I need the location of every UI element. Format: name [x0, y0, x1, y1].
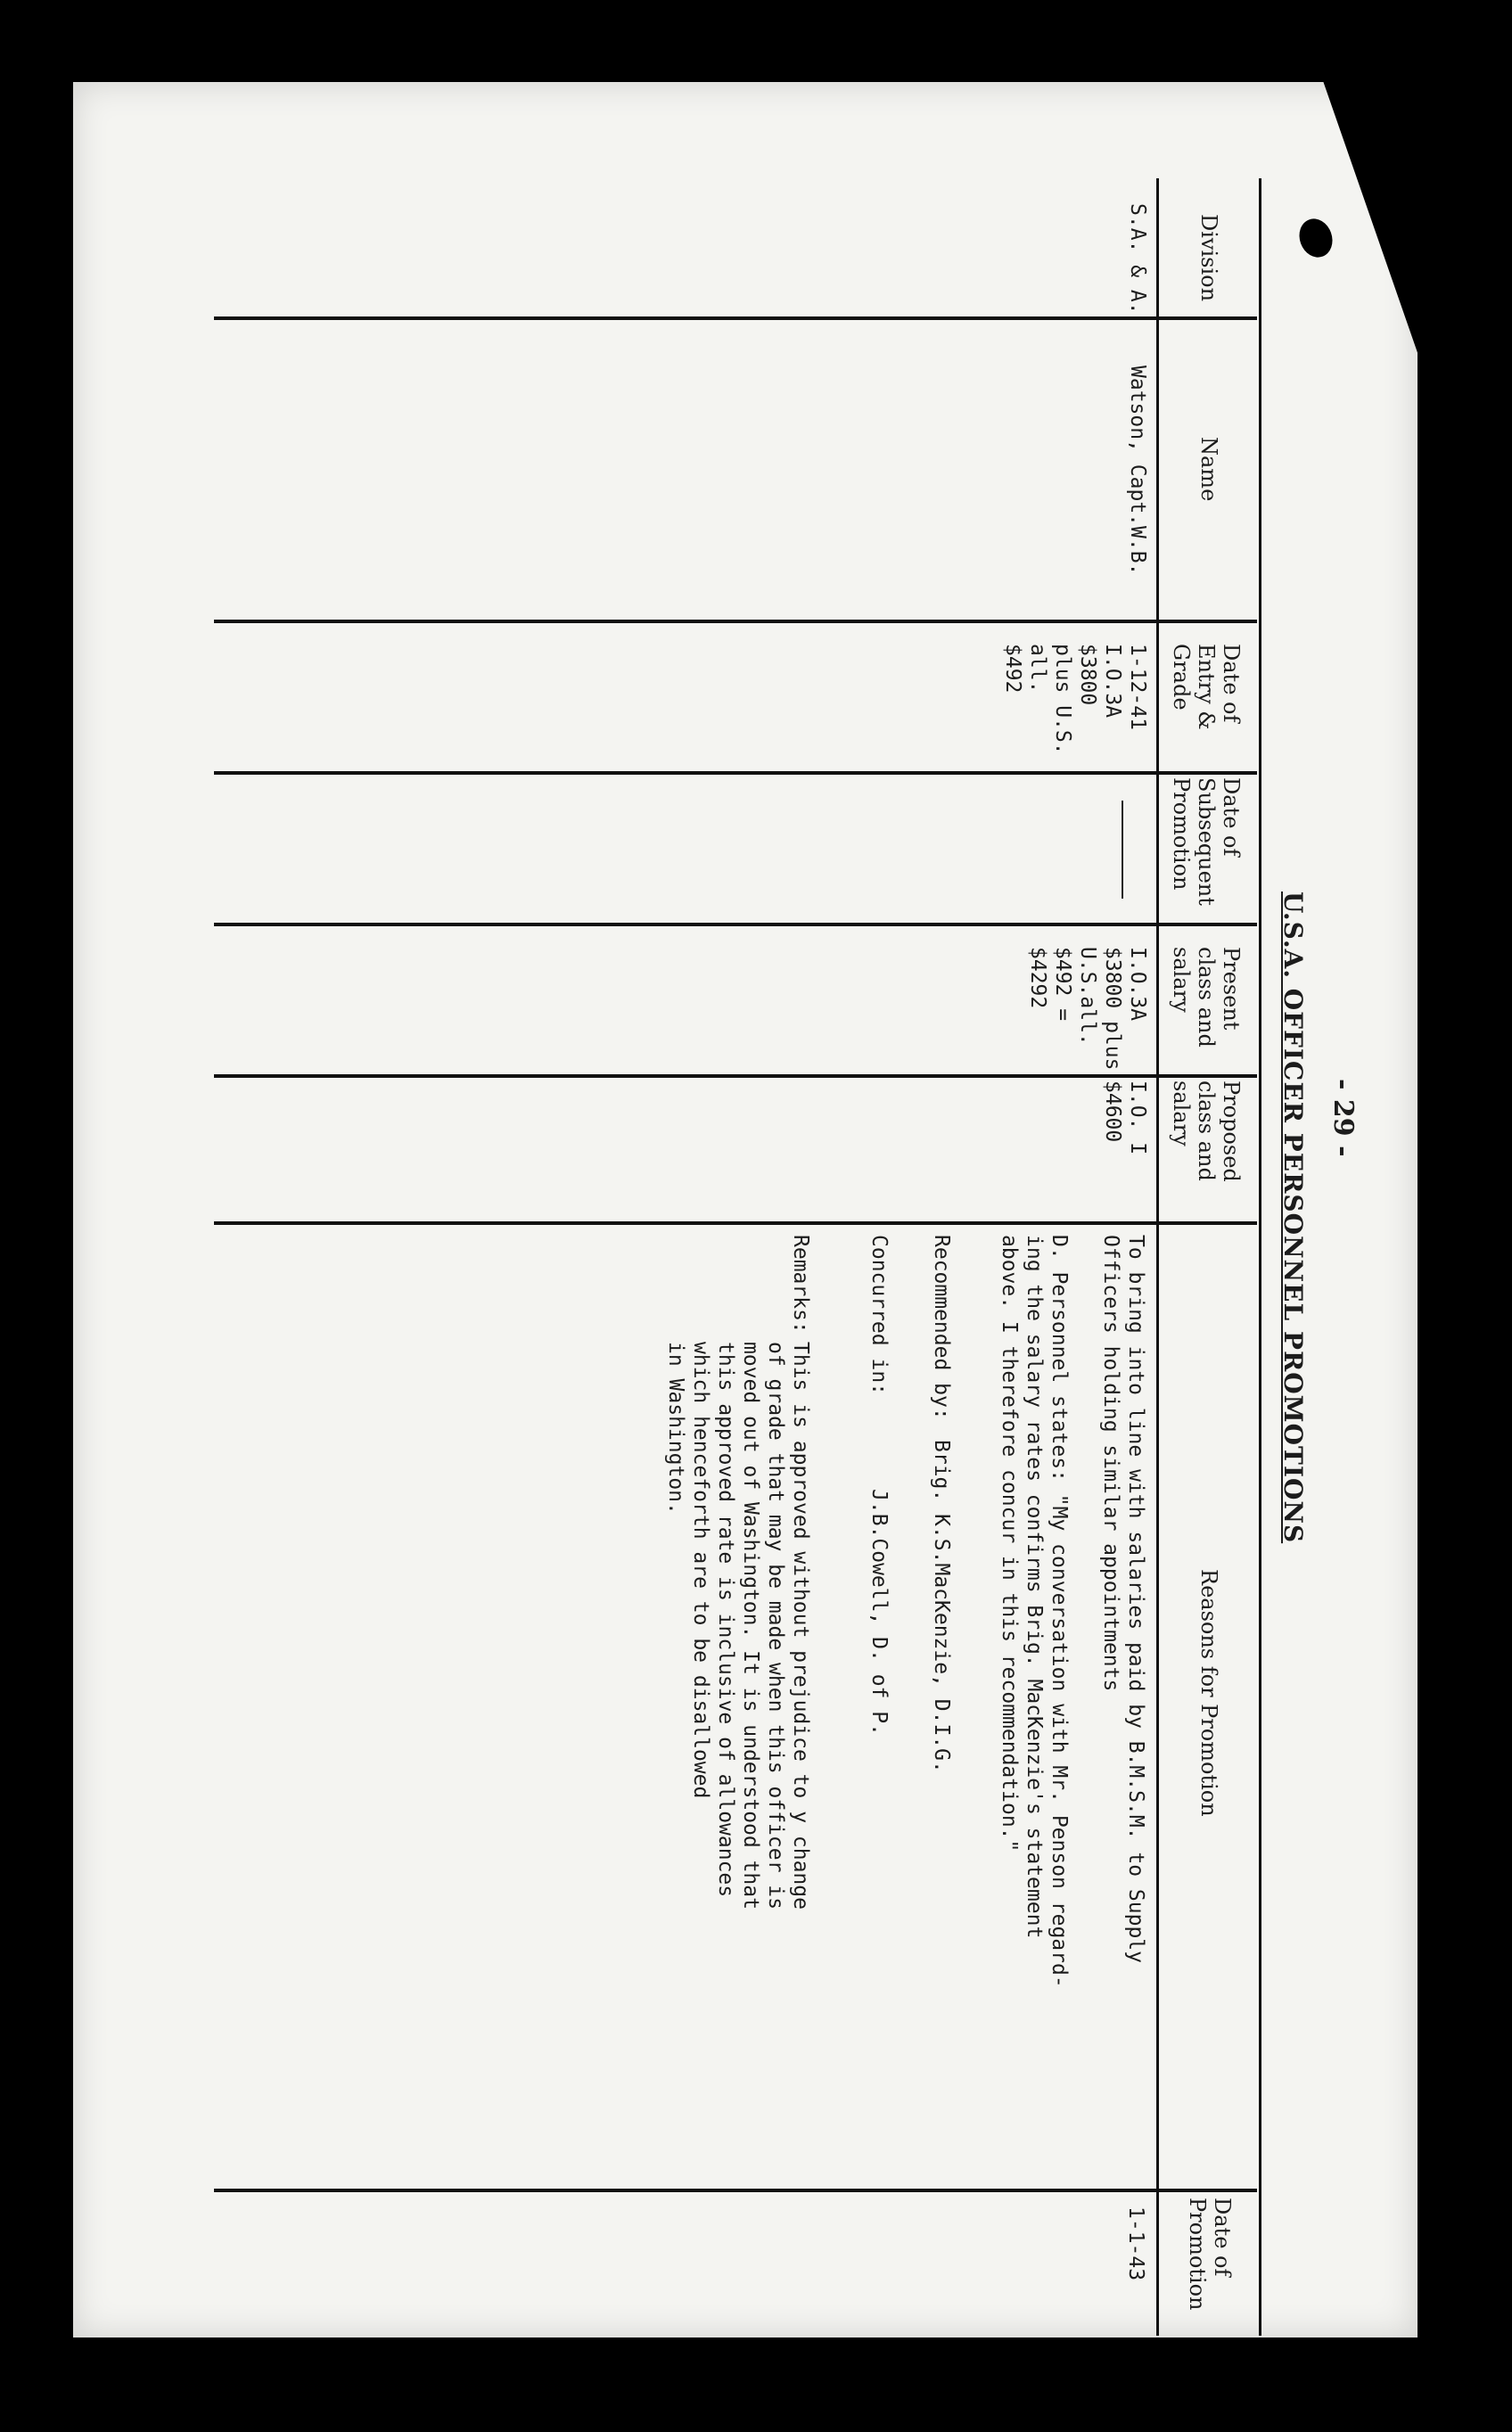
page-number: - 29 -	[1327, 1079, 1359, 1157]
remarks-text: This is approved without prejudice to y change of grade that may be made when this officer is moved out of Washington. It is understood that this approved rate is inclusive of allowances which henceforth are to be disallowed in Washington.	[664, 1342, 812, 1910]
subsequent-promotion-dash	[1122, 801, 1123, 899]
header-subsequent-promotion: Date of Subsequent Promotion	[1169, 777, 1244, 906]
reason-personnel: D. Personnel states: "My conversation with Mr. Penson regard- ing the salary rates confirms Brig. MacKenzie's statement above. I therefore concur in this recommendation."	[998, 1235, 1071, 1988]
column-divider	[214, 2189, 1257, 2192]
header-division: Division	[1196, 214, 1221, 302]
header-entry-grade: Date of Entry & Grade	[1169, 644, 1244, 730]
name-cell: Watson, Capt.W.B.	[1126, 366, 1149, 576]
reason-main: To bring into line with salaries paid by B.M.S.M. to Supply Officers holding similar appointments	[1099, 1235, 1147, 1963]
header-proposed-salary: Proposed class and salary	[1169, 1080, 1244, 1182]
column-divider	[214, 620, 1257, 623]
recommended-value: Brig. K.S.MacKenzie, D.I.G.	[930, 1440, 953, 1773]
concurred-value: J.B.Cowell, D. of P.	[867, 1489, 891, 1736]
remarks-label: Remarks:	[789, 1235, 812, 1334]
header-reasons: Reasons for Promotion	[1196, 1569, 1221, 1817]
entry-grade-cell: 1-12-41 I.O.3A $3800 plus U.S. all. $492	[1001, 644, 1149, 755]
column-divider	[214, 1221, 1257, 1225]
header-bottom-rule	[1156, 178, 1159, 2336]
header-promotion-date: Date of Promotion	[1185, 2198, 1235, 2311]
promotion-date-cell: 1-1-43	[1124, 2206, 1147, 2281]
header-present-salary: Present class and salary	[1169, 947, 1244, 1048]
recommended-label: Recommended by:	[930, 1235, 953, 1420]
concurred-label: Concurred in:	[867, 1235, 891, 1396]
column-divider	[214, 771, 1257, 775]
header-name: Name	[1196, 437, 1221, 502]
column-divider	[214, 1074, 1257, 1078]
present-salary-cell: I.O.3A $3800 plus U.S.all. $492 = $4292	[1026, 947, 1149, 1071]
rotated-document	[214, 178, 1391, 2336]
division-cell: S.A. & A.	[1126, 203, 1149, 315]
column-divider	[214, 316, 1257, 320]
page-title: U.S.A. OFFICER PERSONNEL PROMOTIONS	[1278, 891, 1308, 1544]
column-divider	[214, 923, 1257, 926]
proposed-salary-cell: I.O. I $4600	[1101, 1080, 1149, 1155]
header-top-rule	[1259, 178, 1261, 2336]
